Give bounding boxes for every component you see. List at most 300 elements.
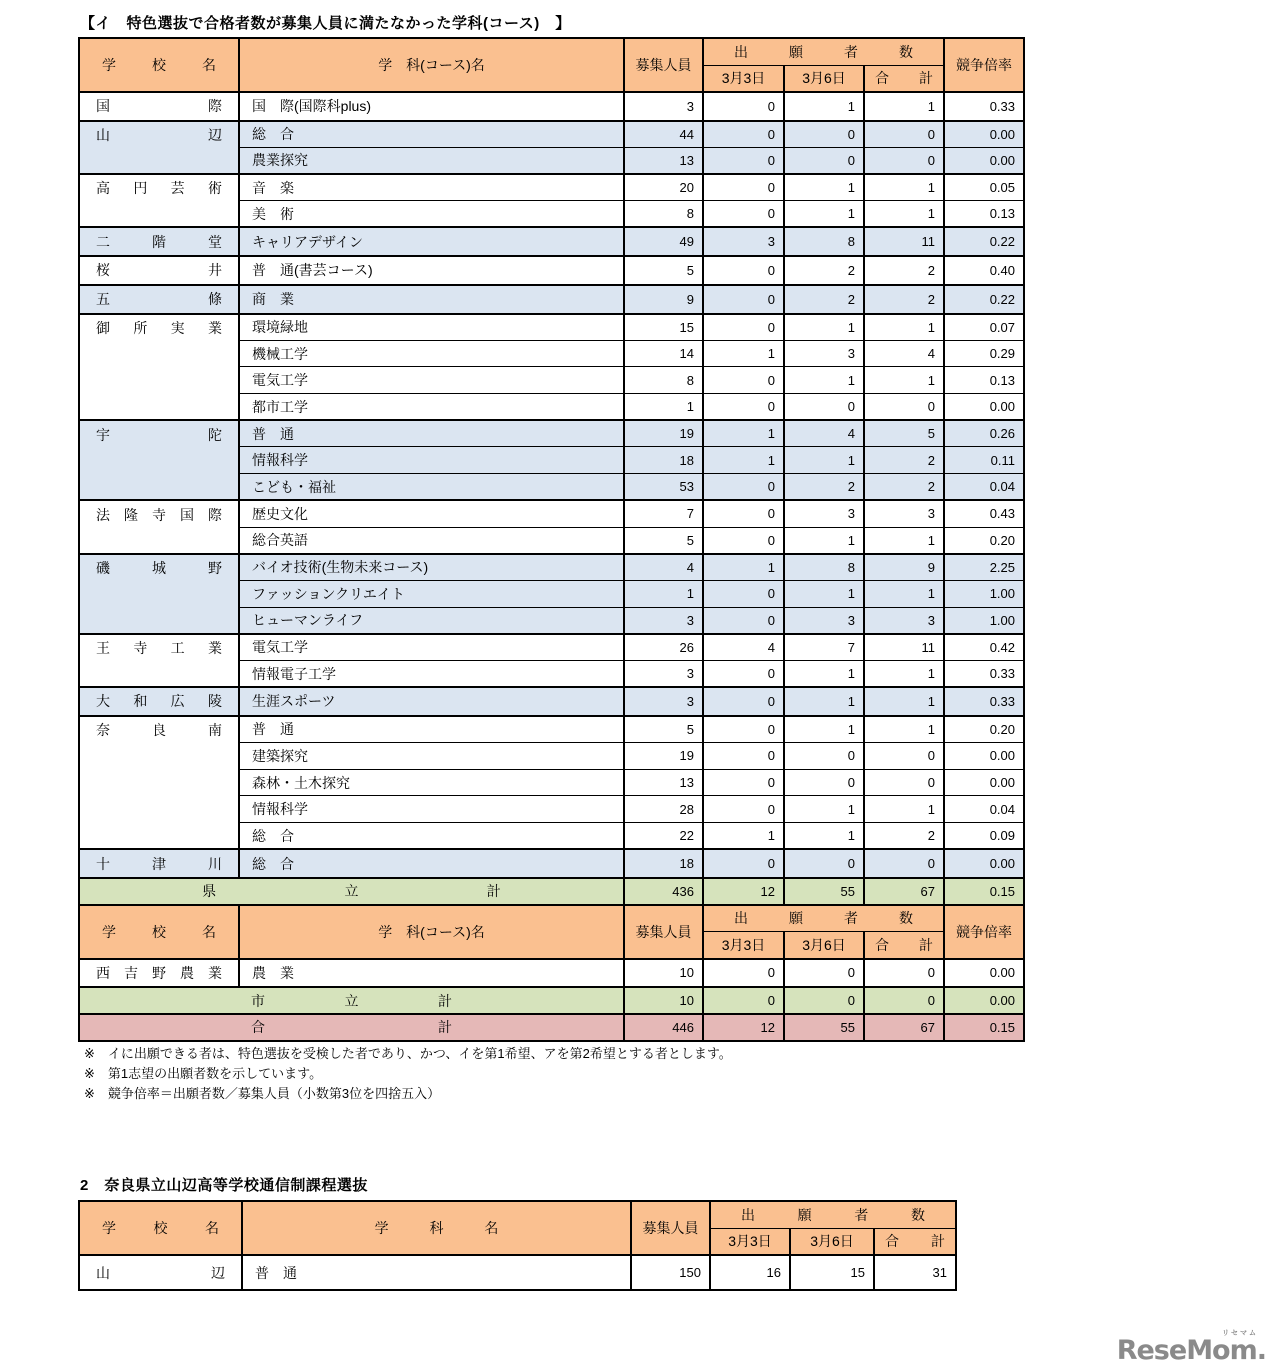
applicants-mar3-cell: 0 (703, 314, 784, 341)
table-body (79, 1201, 956, 1290)
department-cell: ヒューマンライフ (239, 607, 624, 634)
total-label (251, 988, 452, 1013)
char: 計 (437, 1019, 452, 1036)
applicants-mar6-cell: 0 (784, 959, 864, 988)
applicants-total-cell: 0 (864, 121, 944, 148)
char: 合 (875, 936, 889, 953)
applicants-total-cell: 1 (864, 314, 944, 341)
applicants-mar6-cell: 0 (784, 987, 864, 1014)
ratio-cell: 0.00 (944, 769, 1024, 796)
applicants-total-cell: 11 (864, 634, 944, 661)
char: 川 (208, 855, 222, 872)
char: 農 (180, 964, 194, 981)
applicants-mar6-cell: 3 (784, 500, 864, 527)
ratio-cell: 0.42 (944, 634, 1024, 661)
school-name (80, 850, 238, 877)
ratio-cell: 0.00 (944, 959, 1024, 988)
resemom-logo (1117, 1328, 1266, 1366)
capacity-cell: 15 (624, 314, 703, 341)
applicants-mar6-cell: 0 (784, 394, 864, 421)
applicants-mar3-cell: 1 (703, 447, 784, 474)
char: 法 (96, 506, 110, 523)
applicants-mar3-cell: 0 (703, 959, 784, 988)
char: 校 (152, 57, 166, 73)
table-row (79, 687, 1024, 716)
applicants-mar3-cell: 0 (703, 580, 784, 607)
applicants-total-cell: 3 (864, 607, 944, 634)
department-cell: 環境緑地 (239, 314, 624, 341)
school-name (80, 286, 238, 313)
capacity-cell: 13 (624, 769, 703, 796)
ratio-cell: 0.20 (944, 527, 1024, 554)
char: 寺 (152, 506, 166, 523)
ratio-cell: 1.00 (944, 580, 1024, 607)
school-name-cell (79, 1255, 242, 1290)
ratio-cell: 0.13 (944, 367, 1024, 394)
ratio-cell: 0.20 (944, 716, 1024, 743)
col-header-capacity: 募集人員 (631, 1201, 710, 1255)
admissions-table-correspondence (78, 1200, 957, 1291)
table-row (79, 227, 1024, 256)
applicants-mar6-cell: 0 (784, 147, 864, 174)
department-cell: キャリアデザイン (239, 227, 624, 256)
col-header-mar3: 3月3日 (703, 65, 784, 92)
applicants-mar3-cell: 16 (710, 1255, 790, 1290)
col-header-school (79, 38, 239, 92)
total-label (251, 1015, 452, 1040)
applicants-mar6-cell: 1 (784, 201, 864, 228)
applicants-mar6-cell: 0 (784, 849, 864, 878)
table-row (79, 1255, 956, 1290)
logo-wordmark: ReseMom. (1116, 1335, 1266, 1366)
char: 芸 (170, 180, 185, 197)
char: 寺 (133, 640, 148, 657)
school-name-cell (79, 92, 239, 121)
col-header-department: 学 科(コース)名 (239, 905, 624, 959)
ratio-cell: 0.22 (944, 285, 1024, 314)
capacity-cell: 28 (624, 796, 703, 823)
department-cell: 生涯スポーツ (239, 687, 624, 716)
ratio-cell: 0.15 (944, 1014, 1024, 1041)
applicants-total-cell: 67 (864, 878, 944, 905)
char: 吉 (124, 964, 138, 981)
applicants-mar3-cell: 0 (703, 500, 784, 527)
school-name (80, 421, 238, 448)
char: 市 (251, 992, 266, 1009)
ratio-cell: 0.43 (944, 500, 1024, 527)
department-cell: 総合英語 (239, 527, 624, 554)
department-cell: 農業探究 (239, 147, 624, 174)
char: 校 (152, 923, 166, 940)
char: 校 (153, 1220, 168, 1236)
applicants-mar6-cell: 3 (784, 340, 864, 367)
applicants-total-cell: 1 (864, 580, 944, 607)
applicants-total-cell: 2 (864, 285, 944, 314)
char: 計 (919, 936, 933, 953)
applicants-mar3-cell: 0 (703, 660, 784, 687)
applicants-mar6-cell: 2 (784, 474, 864, 501)
table-row (79, 174, 1024, 201)
section2-title: 2 奈良県立山辺高等学校通信制課程選抜 (80, 1177, 368, 1194)
ratio-cell: 0.00 (944, 121, 1024, 148)
applicants-mar6-cell: 8 (784, 554, 864, 581)
school-header-label (80, 906, 238, 958)
char: 立 (344, 883, 359, 900)
school-name-cell (79, 959, 239, 988)
applicants-mar3-cell: 12 (703, 1014, 784, 1041)
capacity-cell: 1 (624, 394, 703, 421)
char: 山 (96, 1264, 110, 1281)
char: 桜 (96, 262, 110, 279)
char: 十 (96, 855, 110, 872)
ratio-cell: 0.15 (944, 878, 1024, 905)
department-cell: 総 合 (239, 849, 624, 878)
applicants-mar6-cell: 8 (784, 227, 864, 256)
applicants-total-cell: 0 (864, 959, 944, 988)
department-cell: 音 楽 (239, 174, 624, 201)
school-name-cell (79, 420, 239, 500)
char: 出 (741, 1206, 755, 1223)
capacity-cell: 7 (624, 500, 703, 527)
char: 学 (102, 923, 116, 940)
applicants-mar3-cell: 0 (703, 769, 784, 796)
applicants-mar3-cell: 0 (703, 121, 784, 148)
applicants-mar6-cell: 2 (784, 256, 864, 285)
school-name-cell (79, 849, 239, 878)
char: 野 (208, 560, 222, 577)
char: 計 (486, 883, 501, 900)
applicants-total-cell: 1 (864, 660, 944, 687)
applicants-total-cell: 1 (864, 527, 944, 554)
col-header-applicants (710, 1201, 956, 1228)
char: 業 (208, 964, 222, 981)
capacity-cell: 14 (624, 340, 703, 367)
applicants-mar3-cell: 0 (703, 147, 784, 174)
applicants-mar3-cell: 1 (703, 554, 784, 581)
capacity-cell: 5 (624, 527, 703, 554)
applicants-total-cell: 0 (864, 987, 944, 1014)
col-header-ratio: 競争倍率 (944, 905, 1024, 959)
applicants-mar3-cell: 0 (703, 607, 784, 634)
correspondence-table-container (78, 1200, 957, 1291)
department-cell: ファッションクリエイト (239, 580, 624, 607)
capacity-cell: 44 (624, 121, 703, 148)
applicants-total-cell: 3 (864, 500, 944, 527)
ratio-cell: 0.09 (944, 823, 1024, 850)
char: 隆 (124, 506, 138, 523)
applicants-total-cell: 0 (864, 769, 944, 796)
total-header-label (875, 1229, 955, 1255)
char: 国 (180, 506, 194, 523)
ratio-cell: 0.00 (944, 987, 1024, 1014)
total-header-label (865, 66, 943, 92)
applicants-total-cell: 1 (864, 367, 944, 394)
applicants-mar3-cell: 0 (703, 201, 784, 228)
school-name-cell (79, 716, 239, 849)
applicants-total-cell: 1 (864, 201, 944, 228)
total-header-label (865, 932, 943, 958)
municipal-total-row (79, 987, 1024, 1014)
applicants-mar6-cell: 3 (784, 607, 864, 634)
capacity-cell: 5 (624, 256, 703, 285)
applicants-total-cell: 31 (874, 1255, 956, 1290)
char: 高 (96, 180, 110, 197)
col-header-mar6: 3月6日 (790, 1228, 874, 1255)
char: 五 (96, 291, 110, 308)
applicants-mar3-cell: 4 (703, 634, 784, 661)
applicants-mar3-cell: 0 (703, 474, 784, 501)
table-row (79, 959, 1024, 988)
applicants-mar3-cell: 0 (703, 174, 784, 201)
ratio-cell: 0.33 (944, 92, 1024, 121)
school-name (80, 1256, 241, 1289)
applicants-total-cell: 1 (864, 716, 944, 743)
applicants-mar6-cell: 7 (784, 634, 864, 661)
department-cell: 普 通 (239, 716, 624, 743)
applicants-total-cell: 4 (864, 340, 944, 367)
applicants-mar3-cell: 0 (703, 394, 784, 421)
capacity-cell: 53 (624, 474, 703, 501)
school-name-cell (79, 500, 239, 553)
department-cell: 情報電子工学 (239, 660, 624, 687)
char: 計 (919, 70, 933, 87)
char: 山 (96, 127, 110, 144)
applicants-total-cell: 9 (864, 554, 944, 581)
capacity-cell: 22 (624, 823, 703, 850)
applicants-mar6-cell: 1 (784, 447, 864, 474)
char: 二 (96, 233, 110, 250)
school-name-cell (79, 174, 239, 227)
table-row (79, 500, 1024, 527)
char: 際 (208, 506, 222, 523)
applicants-total-cell: 2 (864, 474, 944, 501)
department-cell: 情報科学 (239, 447, 624, 474)
admissions-table-prefectural (78, 37, 1025, 1042)
school-name (80, 717, 238, 744)
applicants-total-cell: 2 (864, 823, 944, 850)
ratio-cell: 0.40 (944, 256, 1024, 285)
char: 王 (96, 640, 110, 657)
capacity-cell: 4 (624, 554, 703, 581)
applicants-mar3-cell: 0 (703, 987, 784, 1014)
char: 者 (844, 910, 858, 927)
total-label-cell (79, 987, 624, 1014)
ratio-cell: 0.13 (944, 201, 1024, 228)
applicants-total-cell: 1 (864, 174, 944, 201)
applicants-mar3-cell: 0 (703, 527, 784, 554)
ratio-cell: 0.33 (944, 660, 1024, 687)
table-row (79, 554, 1024, 581)
ratio-cell: 0.11 (944, 447, 1024, 474)
char: 野 (152, 964, 166, 981)
col-header-capacity: 募集人員 (624, 905, 703, 959)
ratio-cell: 0.04 (944, 796, 1024, 823)
school-name-cell (79, 121, 239, 174)
char: 広 (170, 693, 185, 710)
capacity-cell: 3 (624, 92, 703, 121)
char: 出 (734, 43, 748, 60)
applicants-mar6-cell: 1 (784, 314, 864, 341)
department-cell: 機械工学 (239, 340, 624, 367)
school-name (80, 960, 238, 987)
char: 願 (797, 1206, 812, 1223)
applicants-total-cell: 0 (864, 394, 944, 421)
capacity-cell: 49 (624, 227, 703, 256)
applicants-mar3-cell: 0 (703, 796, 784, 823)
char: 條 (208, 291, 222, 308)
capacity-cell: 9 (624, 285, 703, 314)
school-name-cell (79, 314, 239, 421)
total-label-cell (79, 1014, 624, 1041)
char: 者 (854, 1206, 869, 1223)
applicants-mar3-cell: 0 (703, 367, 784, 394)
header-row (79, 38, 1024, 65)
applicants-total-cell: 0 (864, 147, 944, 174)
capacity-cell: 19 (624, 420, 703, 447)
ratio-cell: 2.25 (944, 554, 1024, 581)
applicants-header-label (711, 1202, 955, 1228)
applicants-mar6-cell: 1 (784, 174, 864, 201)
char: 津 (152, 855, 166, 872)
applicants-total-cell: 0 (864, 849, 944, 878)
char: 願 (789, 910, 803, 927)
capacity-cell: 13 (624, 147, 703, 174)
char: 数 (899, 910, 913, 927)
applicants-mar6-cell: 2 (784, 285, 864, 314)
char: 県 (202, 883, 217, 900)
school-name-cell (79, 687, 239, 716)
char: 名 (205, 1220, 219, 1236)
department-cell: 総 合 (239, 823, 624, 850)
applicants-mar3-cell: 0 (703, 687, 784, 716)
capacity-cell: 18 (624, 849, 703, 878)
department-cell: 普 通(書芸コース) (239, 256, 624, 285)
char: 和 (133, 693, 148, 710)
school-name (80, 175, 238, 202)
ratio-cell: 0.00 (944, 394, 1024, 421)
char: 南 (208, 722, 222, 739)
col-header-mar6: 3月6日 (784, 65, 864, 92)
char: 業 (207, 319, 222, 336)
department-cell: 電気工学 (239, 634, 624, 661)
applicants-total-cell: 1 (864, 687, 944, 716)
capacity-cell: 1 (624, 580, 703, 607)
capacity-cell: 150 (631, 1255, 710, 1290)
applicants-mar6-cell: 1 (784, 92, 864, 121)
ratio-cell: 0.05 (944, 174, 1024, 201)
grand-total-row (79, 1014, 1024, 1041)
applicants-mar6-cell: 1 (784, 823, 864, 850)
school-header-label (80, 1202, 241, 1254)
school-name (80, 688, 238, 715)
school-name-cell (79, 554, 239, 634)
table-row (79, 634, 1024, 661)
char: 大 (96, 693, 110, 710)
applicants-total-cell: 2 (864, 447, 944, 474)
applicants-mar6-cell: 0 (784, 743, 864, 770)
char: 奈 (96, 722, 110, 739)
department-cell: 農 業 (239, 959, 624, 988)
char: 宇 (96, 426, 110, 443)
header-row (79, 905, 1024, 932)
capacity-cell: 10 (624, 959, 703, 988)
col-header-applicants (703, 905, 944, 932)
school-name-cell (79, 227, 239, 256)
capacity-cell: 20 (624, 174, 703, 201)
col-header-total (864, 65, 944, 92)
table-row (79, 420, 1024, 447)
capacity-cell: 10 (624, 987, 703, 1014)
char: 井 (208, 262, 222, 279)
applicants-header-label (704, 39, 943, 65)
ratio-cell: 0.22 (944, 227, 1024, 256)
char: 陵 (207, 693, 222, 710)
department-cell: 森林・土木探究 (239, 769, 624, 796)
department-cell: 建築探究 (239, 743, 624, 770)
applicants-total-cell: 5 (864, 420, 944, 447)
school-name (80, 257, 238, 284)
capacity-cell: 446 (624, 1014, 703, 1041)
col-header-department: 学 科(コース)名 (239, 38, 624, 92)
applicants-mar3-cell: 0 (703, 849, 784, 878)
ratio-cell: 0.07 (944, 314, 1024, 341)
char: 辺 (208, 127, 222, 144)
logo-ruby-text: リセマム (1222, 1330, 1258, 1337)
char: 工 (170, 640, 185, 657)
col-header-school (79, 1201, 242, 1255)
char: 科 (429, 1220, 444, 1236)
char: 良 (152, 722, 166, 739)
department-cell: 普 通 (242, 1255, 631, 1290)
applicants-mar3-cell: 0 (703, 716, 784, 743)
char: 願 (789, 43, 803, 60)
applicants-mar6-cell: 55 (784, 1014, 864, 1041)
applicants-mar6-cell: 0 (784, 121, 864, 148)
applicants-mar6-cell: 55 (784, 878, 864, 905)
capacity-cell: 3 (624, 660, 703, 687)
col-header-mar3: 3月3日 (710, 1228, 790, 1255)
school-name (80, 122, 238, 149)
department-header-label (375, 1202, 499, 1254)
department-cell: こども・福祉 (239, 474, 624, 501)
school-name (80, 93, 238, 120)
char: 合 (251, 1019, 266, 1036)
applicants-mar3-cell: 1 (703, 420, 784, 447)
ratio-cell: 0.00 (944, 849, 1024, 878)
char: 名 (484, 1220, 499, 1236)
col-header-total (874, 1228, 956, 1255)
applicants-mar6-cell: 1 (784, 796, 864, 823)
total-label (202, 879, 501, 904)
department-cell: 美 術 (239, 201, 624, 228)
school-name (80, 555, 238, 582)
school-name (80, 315, 238, 342)
char: 階 (152, 233, 166, 250)
capacity-cell: 3 (624, 607, 703, 634)
char: 学 (102, 57, 116, 73)
char: 数 (910, 1206, 925, 1223)
capacity-cell: 19 (624, 743, 703, 770)
char: 陀 (208, 426, 222, 443)
applicants-total-cell: 1 (864, 796, 944, 823)
table-row (79, 849, 1024, 878)
char: 合 (885, 1233, 899, 1250)
department-cell: 商 業 (239, 285, 624, 314)
table-body (79, 38, 1024, 1041)
school-name (80, 501, 238, 528)
applicants-mar6-cell: 1 (784, 660, 864, 687)
prefectural-total-row (79, 878, 1024, 905)
